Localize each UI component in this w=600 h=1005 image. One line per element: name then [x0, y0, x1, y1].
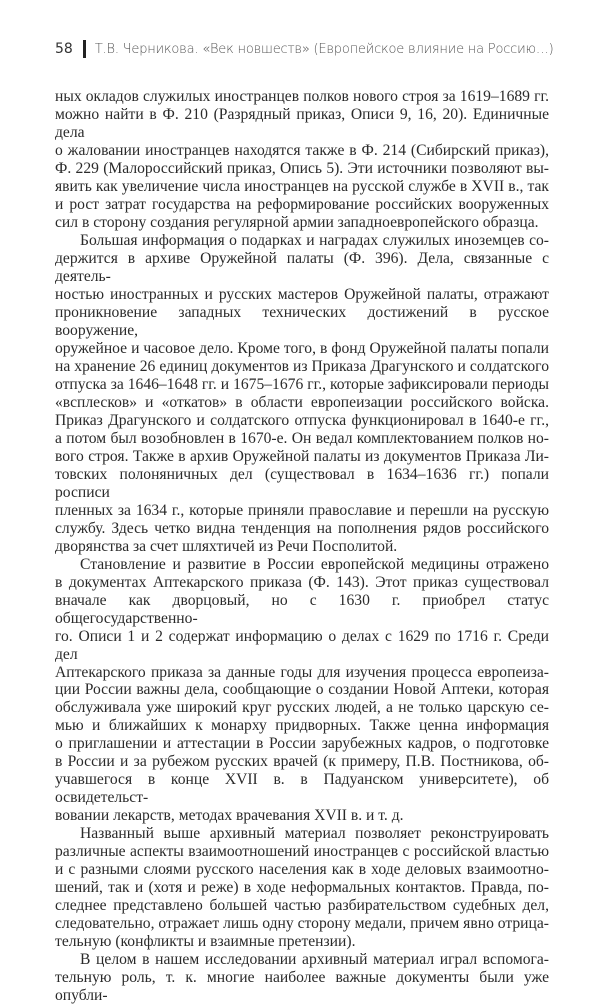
- text-line: «всплесков» и «откатов» в области европеизации российского войска.: [55, 393, 549, 411]
- text-line: и рост затрат государства на реформирование российских вооруженных: [55, 195, 549, 213]
- text-line: товских полоняничных дел (существовал в 1634–1636 гг.) попали росписи: [55, 465, 549, 501]
- text-line: отпуска за 1646–1648 гг. и 1675–1676 гг., которые зафиксировали периоды: [55, 375, 549, 393]
- text-line: следнее представлено большей частью разбирательством судебных дел,: [55, 897, 549, 915]
- text-line: ностью иностранных и русских мастеров Оружейной палаты, отражают: [55, 285, 549, 303]
- text-line: явить как увеличение числа иностранцев на русской службе в XVII в., так: [55, 177, 549, 195]
- text-line: Аптекарского приказа за данные годы для изучения процесса европеиза-: [55, 663, 549, 681]
- text-line: го. Описи 1 и 2 содержат информацию о делах с 1629 по 1716 г. Среди дел: [55, 627, 549, 663]
- text-line: Названный выше архивный материал позволяет реконструировать: [80, 825, 549, 843]
- text-line: Становление и развитие в России европейской медицины отражено: [80, 555, 549, 573]
- text-line: вого строя. Также в архив Оружейной палаты из документов Приказа Ли-: [55, 447, 549, 465]
- header-divider: [83, 40, 86, 58]
- text-line: службу. Здесь четко видна тенденция на пополнения рядов российского: [55, 519, 549, 537]
- text-line: В целом в нашем исследовании архивный материал играл вспомога-: [80, 951, 549, 969]
- text-line: о жаловании иностранцев находятся также в Ф. 214 (Сибирский приказ),: [55, 141, 549, 159]
- text-line: и с разными слоями русского населения как в ходе деловых взаимоотно-: [55, 861, 549, 879]
- text-line: проникновение западных технических достижений в русское вооружение,: [55, 303, 549, 339]
- text-line: на хранение 26 единиц документов из Приказа Драгунского и солдатского: [55, 357, 549, 375]
- text-line: а потом был возобновлен в 1670-е. Он ведал комплектованием полков но-: [55, 429, 549, 447]
- text-line: сил в сторону создания регулярной армии западноевропейского образца.: [55, 213, 539, 231]
- text-line: ных окладов служилых иностранцев полков нового строя за 1619–1689 гг.: [55, 88, 549, 105]
- page-number: 58: [55, 41, 73, 57]
- text-line: шений, так и (хотя и реже) в ходе неформальных контактов. Правда, по-: [55, 879, 549, 897]
- text-line: пленных за 1634 г., которые приняли православие и перешли на русскую: [55, 501, 549, 519]
- text-line: в документах Аптекарского приказа (Ф. 143). Этот приказ существовал: [55, 573, 549, 591]
- paragraph: [55, 556, 549, 826]
- text-line: следовательно, отражает лишь одну сторону медали, причем явно отрица-: [55, 915, 549, 933]
- text-line: учавшегося в конце XVII в. в Падуанском университете), об освидетельст-: [55, 771, 549, 807]
- paragraph: [55, 951, 549, 1005]
- paragraph: [55, 232, 549, 556]
- text-line: обслуживала уже широкий круг русских людей, а не только царскую се-: [55, 699, 549, 717]
- text-line: вовании лекарств, методах врачевания XVII в. и т. д.: [55, 807, 404, 825]
- text-line: Приказ Драгунского и солдатского отпуска функционировал в 1640-е гг.,: [55, 411, 549, 429]
- text-line: мью и ближайших к монарху придворных. Также ценна информация: [55, 717, 549, 735]
- text-line: в России и за рубежом русских врачей (к примеру, П.В. Постникова, об-: [55, 753, 549, 771]
- text-line: тельную роль, т. к. многие наиболее важные документы были уже опубли-: [55, 969, 549, 1005]
- text-line: оружейное и часовое дело. Кроме того, в фонд Оружейной палаты попали: [55, 339, 549, 357]
- text-line: различные аспекты взаимоотношений иностранцев с российской властью: [55, 843, 549, 861]
- running-title: Т.В. Черникова. «Век новшеств» (Европейское влияние на Россию…): [94, 41, 554, 57]
- text-line: держится в архиве Оружейной палаты (Ф. 396). Дела, связанные с деятель-: [55, 249, 549, 285]
- text-line: Ф. 229 (Малороссийский приказ, Опись 5). Эти источники позволяют вы-: [55, 159, 549, 177]
- text-line: Большая информация о подарках и наградах служилых иноземцев со-: [80, 231, 549, 249]
- body-text: [55, 88, 549, 1005]
- paragraph: [55, 825, 549, 951]
- text-line: можно найти в Ф. 210 (Разрядный приказ, Описи 9, 16, 20). Единичные дела: [55, 105, 549, 141]
- text-line: дворянства за счет шляхтичей из Речи Посполитой.: [55, 537, 398, 555]
- running-header: [55, 40, 554, 58]
- text-line: тельную (конфликты и взаимные претензии).: [55, 933, 356, 951]
- text-line: ции России важны дела, сообщающие о создании Новой Аптеки, которая: [55, 681, 549, 699]
- text-line: вначале как дворцовый, но с 1630 г. приобрел статус общегосударственно-: [55, 591, 549, 627]
- text-line: о приглашении и аттестации в России зарубежных кадров, о подготовке: [55, 735, 549, 753]
- paragraph: [55, 88, 549, 232]
